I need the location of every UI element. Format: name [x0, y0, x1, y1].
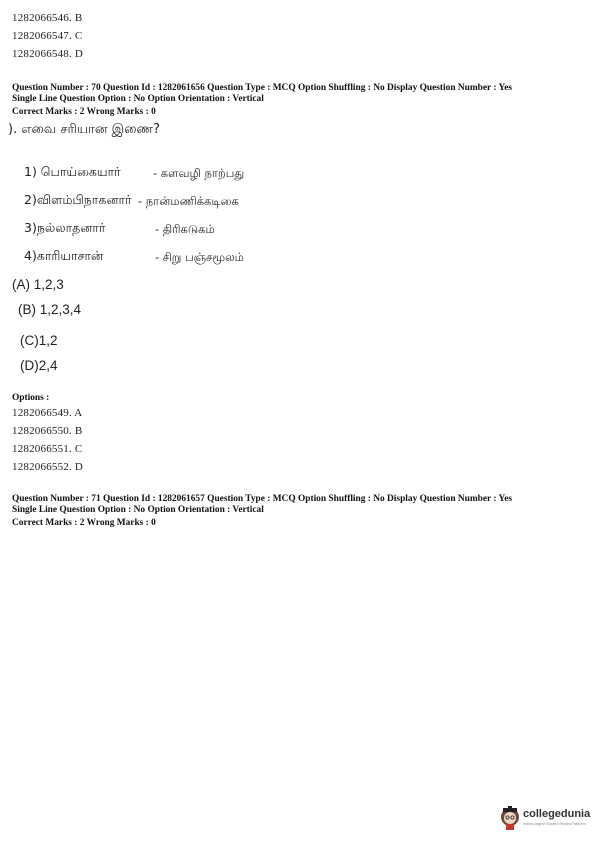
pair-name-2: 2)விளம்பிநாகனார்	[24, 192, 132, 207]
pair-work-2: - நான்மணிக்கடிகை	[138, 194, 239, 208]
pair-work-4: - சிறு பஞ்சமூலம்	[155, 250, 244, 264]
pair-name-1: 1) பொய்கையார்	[24, 164, 121, 179]
collegedunia-logo	[499, 805, 591, 833]
q70-question-text: ). எவை சரியான இணை?	[8, 122, 160, 137]
pair-work-3: - திரிகடுகம்	[155, 222, 215, 236]
q70-meta-line2: Single Line Question Option : No Option Orientation : Vertical	[12, 94, 264, 104]
q70-option-3: 1282066551. C	[12, 443, 83, 455]
pair-work-1: - களவழி நாற்பது	[153, 166, 245, 180]
q71-marks: Correct Marks : 2 Wrong Marks : 0	[12, 518, 156, 528]
pair-name-3: 3)நல்லாதனார்	[24, 220, 106, 235]
q71-meta-line2: Single Line Question Option : No Option Orientation : Vertical	[12, 505, 264, 515]
choice-d: (D)2,4	[20, 358, 58, 373]
q70-option-2: 1282066550. B	[12, 425, 83, 437]
prev-option-2: 1282066547. C	[12, 30, 83, 42]
choice-a: (A) 1,2,3	[12, 277, 64, 292]
choice-b: (B) 1,2,3,4	[18, 302, 82, 317]
logo-tagline: India's largest Student Review Platform	[523, 822, 586, 826]
mascot-icon	[499, 805, 521, 831]
prev-option-1: 1282066546. B	[12, 12, 83, 24]
logo-name: collegedunia	[523, 808, 591, 820]
q70-option-4: 1282066552. D	[12, 461, 84, 473]
q71-meta-line1: Question Number : 71 Question Id : 1282061657 Question Type : MCQ Option Shuffling : No Display Question Number : Yes	[12, 494, 513, 504]
prev-option-3: 1282066548. D	[12, 48, 84, 60]
q70-options-label: Options :	[12, 393, 50, 403]
q70-option-1: 1282066549. A	[12, 407, 83, 419]
choice-c: (C)1,2	[20, 333, 58, 348]
q70-marks: Correct Marks : 2 Wrong Marks : 0	[12, 107, 156, 117]
pair-name-4: 4)காரியாசான்	[24, 248, 104, 263]
q70-meta-line1: Question Number : 70 Question Id : 1282061656 Question Type : MCQ Option Shuffling : No Display Question Number : Yes	[12, 83, 513, 93]
